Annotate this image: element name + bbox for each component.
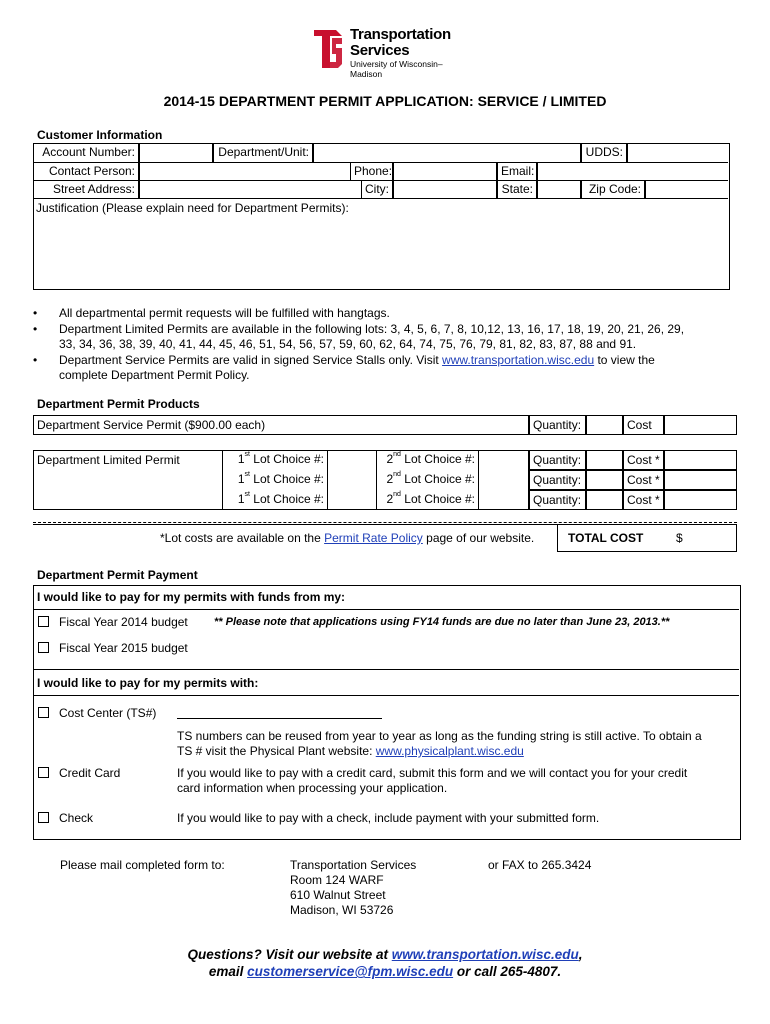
total-cost-label: TOTAL COST: [568, 531, 644, 545]
footer-contact: email customerservice@fpm.wisc.edu or call 265-4807.: [208, 964, 562, 979]
footer-questions: Questions? Visit our website at www.transportation.wisc.edu,: [187, 947, 583, 962]
lot-choice-1-field[interactable]: [327, 450, 377, 470]
fy2014-checkbox[interactable]: [38, 616, 49, 627]
credit-card-line1: If you would like to pay with a credit card, submit this form and we will contact you for your credit: [177, 766, 688, 780]
divider: [34, 669, 739, 670]
mail-label: Please mail completed form to:: [60, 858, 225, 872]
service-cost-field[interactable]: [664, 415, 737, 435]
footer-website-link[interactable]: www.transportation.wisc.edu: [391, 947, 579, 962]
lot-choice-1-field[interactable]: [327, 470, 377, 490]
permit-payment-heading: Department Permit Payment: [37, 568, 198, 582]
city-field[interactable]: [393, 180, 497, 199]
udds-field[interactable]: [627, 144, 728, 163]
credit-card-line2: card information when processing your application.: [177, 781, 448, 795]
total-cost-box: [557, 524, 737, 552]
cost-center-checkbox[interactable]: [38, 707, 49, 718]
email-label: Email:: [497, 162, 537, 181]
separator: [33, 522, 737, 523]
limited-cost-label: Cost *: [623, 490, 664, 510]
contact-person-label: Contact Person:: [34, 162, 139, 181]
limited-quantity-field[interactable]: [586, 490, 623, 510]
zip-code-label: Zip Code:: [581, 180, 645, 199]
fy2015-checkbox[interactable]: [38, 642, 49, 653]
lot-choice-2-label: 2nd Lot Choice #:: [386, 471, 475, 486]
street-address-label: Street Address:: [34, 180, 139, 199]
page-title: 2014-15 DEPARTMENT PERMIT APPLICATION: SERVICE / LIMITED: [163, 93, 607, 109]
account-number-label: Account Number:: [34, 144, 139, 163]
permit-products-heading: Department Permit Products: [37, 397, 200, 411]
lot-choice-2-label: 2nd Lot Choice #:: [386, 451, 475, 466]
service-quantity-label: Quantity:: [529, 415, 586, 435]
divider: [34, 609, 739, 610]
account-number-field[interactable]: [139, 144, 213, 163]
payment-box: [33, 585, 741, 840]
divider: [34, 695, 739, 696]
fy14-note: ** Please note that applications using FY14 funds are due no later than June 23, 2013.**: [214, 616, 670, 628]
check-label: Check: [59, 811, 94, 825]
permit-rate-policy-link[interactable]: Permit Rate Policy: [324, 531, 423, 545]
email-field[interactable]: [537, 162, 728, 181]
pay-with-heading: I would like to pay for my permits with:: [37, 676, 259, 690]
service-quantity-field[interactable]: [586, 415, 623, 435]
department-unit-field[interactable]: [313, 144, 581, 163]
city-label: City:: [361, 180, 393, 199]
limited-permit-label: Department Limited Permit: [33, 450, 223, 510]
justification-label: Justification (Please explain need for Department Permits):: [36, 201, 349, 215]
limited-quantity-field[interactable]: [586, 450, 623, 470]
footer-email-link[interactable]: customerservice@fpm.wisc.edu: [247, 964, 454, 979]
service-permit-label: Department Service Permit ($900.00 each): [33, 415, 529, 435]
fy2014-label: Fiscal Year 2014 budget: [59, 615, 188, 629]
customer-info-heading: Customer Information: [37, 128, 163, 142]
lot-choice-1-label: 1st Lot Choice #:: [237, 451, 324, 466]
zip-code-field[interactable]: [645, 180, 728, 199]
department-unit-label: Department/Unit:: [213, 144, 313, 163]
street-address-field[interactable]: [139, 180, 393, 199]
phone-field[interactable]: [393, 162, 497, 181]
state-field[interactable]: [537, 180, 581, 199]
credit-card-checkbox[interactable]: [38, 767, 49, 778]
total-cost-dollar: $: [676, 531, 683, 545]
physical-plant-link[interactable]: www.physicalplant.wisc.edu: [375, 744, 524, 758]
lot-choice-1-field[interactable]: [327, 490, 377, 510]
lot-choice-2-field[interactable]: [478, 450, 529, 470]
limited-cost-label: Cost *: [623, 450, 664, 470]
logo-line2: Services: [350, 42, 410, 59]
lot-choice-2-label: 2nd Lot Choice #:: [386, 491, 475, 506]
lot-choice-1-label: 1st Lot Choice #:: [237, 471, 324, 486]
lot-choice-2-field[interactable]: [478, 490, 529, 510]
lot-choice-1-label: 1st Lot Choice #:: [237, 491, 324, 506]
limited-cost-field[interactable]: [664, 450, 737, 470]
logo-line1: Transportation: [350, 26, 451, 43]
transportation-services-logo: [312, 26, 472, 79]
lot-costs-note: *Lot costs are available on the Permit Rate Policy page of our website.: [160, 531, 535, 545]
ts-number-field[interactable]: [177, 718, 382, 719]
ts-info-line2: TS # visit the Physical Plant website: www.physicalplant.wisc.edu: [177, 744, 524, 758]
cost-center-label: Cost Center (TS#): [59, 706, 157, 720]
ts-info-line1: TS numbers can be reused from year to year as long as the funding string is still active. To obtain a: [177, 729, 702, 743]
fy2015-label: Fiscal Year 2015 budget: [59, 641, 188, 655]
limited-quantity-label: Quantity:: [529, 450, 586, 470]
service-cost-label: Cost: [623, 415, 664, 435]
transportation-website-link[interactable]: www.transportation.wisc.edu: [442, 353, 595, 367]
state-label: State:: [497, 180, 537, 199]
limited-quantity-label: Quantity:: [529, 490, 586, 510]
funds-heading: I would like to pay for my permits with funds from my:: [37, 590, 346, 604]
udds-label: UDDS:: [581, 144, 627, 163]
limited-cost-field[interactable]: [664, 470, 737, 490]
limited-quantity-field[interactable]: [586, 470, 623, 490]
justification-field[interactable]: [36, 218, 726, 286]
mail-address: Transportation Services Room 124 WARF 610 Walnut Street Madison, WI 53726: [290, 858, 417, 917]
phone-label: Phone:: [350, 162, 393, 181]
limited-cost-field[interactable]: [664, 490, 737, 510]
customer-info-box: [33, 143, 730, 290]
check-text: If you would like to pay with a check, include payment with your submitted form.: [177, 811, 600, 825]
logo-line3: University of Wisconsin–Madison: [350, 59, 443, 79]
limited-quantity-label: Quantity:: [529, 470, 586, 490]
lot-choice-2-field[interactable]: [478, 470, 529, 490]
limited-cost-label: Cost *: [623, 470, 664, 490]
fax-text: or FAX to 265.3424: [488, 858, 592, 872]
credit-card-label: Credit Card: [59, 766, 121, 780]
ts-logo-icon: [312, 28, 346, 70]
check-checkbox[interactable]: [38, 812, 49, 823]
